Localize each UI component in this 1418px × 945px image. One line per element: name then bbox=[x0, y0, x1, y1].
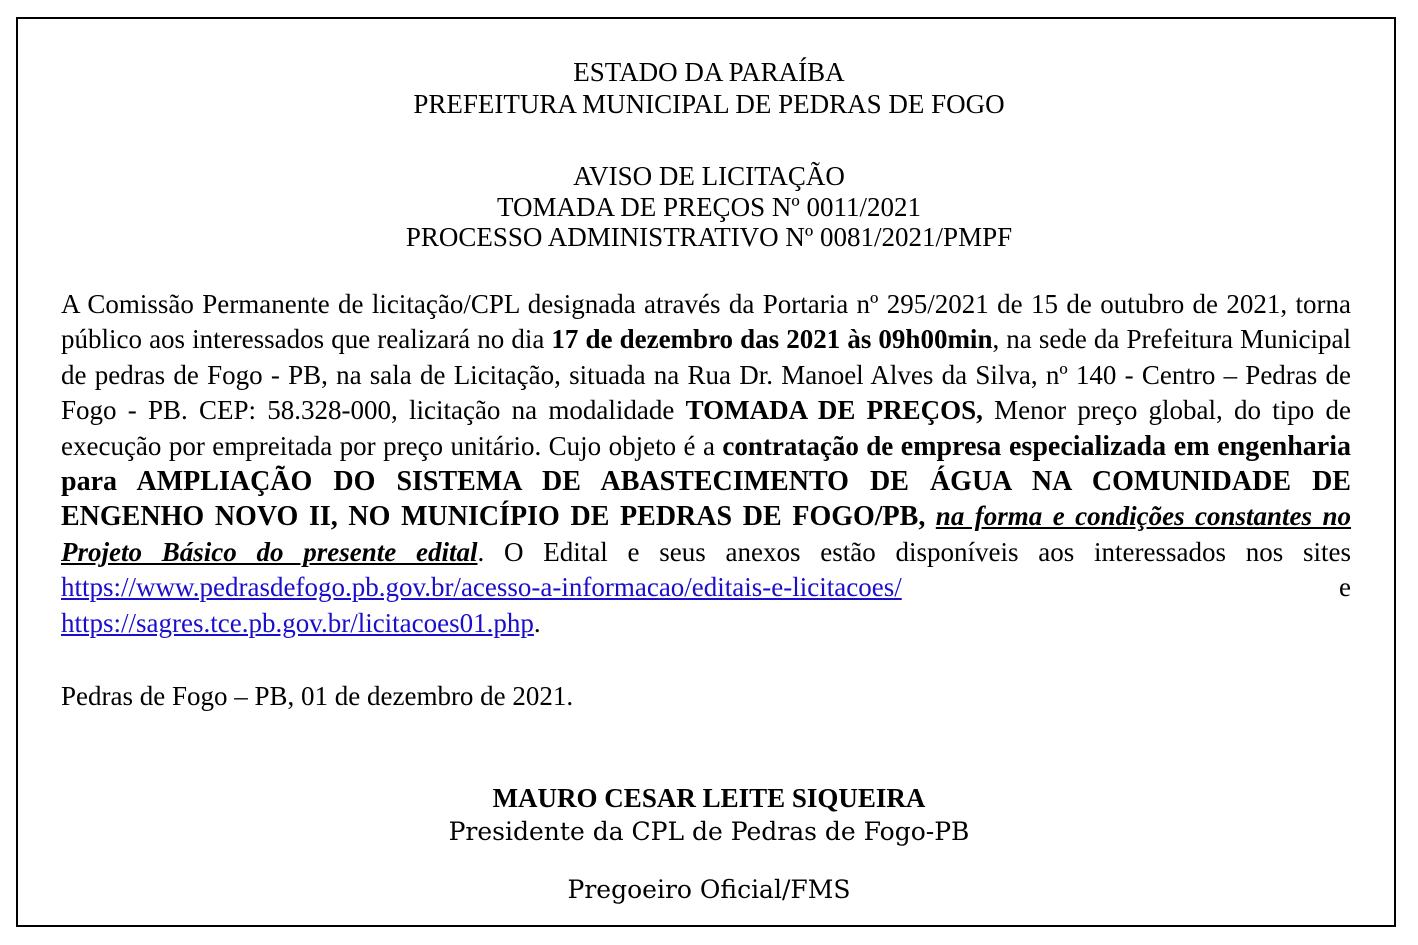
state-line: ESTADO DA PARAÍBA bbox=[573, 57, 845, 87]
conditions-emphasis: na forma e condições constantes no Projeto Básico do presente edital bbox=[61, 501, 1352, 567]
signer-role-secondary: Pregoeiro Oficial/FMS bbox=[567, 875, 851, 904]
body-end: . bbox=[533, 607, 541, 638]
date-place-line: Pedras de Fogo – PB, 01 de dezembro de 2021. bbox=[61, 681, 574, 711]
conjunction: e bbox=[901, 572, 1351, 603]
object-description: empresa especializada em engenharia para AMPLIAÇÃO DO SISTEMA DE ABASTECIMENTO DE ÁGUA NA COMUNIDADE DE ENGENHO NOVO II, NO MUNICÍPIO DE PEDRAS DE FOGO/PB, bbox=[61, 430, 1351, 533]
body-part2: , na sede da Prefeitura Municipal de pedras de Fogo - PB, na sala de Licitação, situada na Rua Dr. Manoel Alves da Silva, nº 140 - Centro – Pedras de Fogo - PB. CEP: 58.328-000, licitação na modalidade bbox=[61, 324, 1352, 426]
document-header bbox=[0, 56, 1418, 120]
tender-number: TOMADA DE PREÇOS Nº 0011/2021 bbox=[497, 192, 921, 222]
municipality-line: PREFEITURA MUNICIPAL DE PEDRAS DE FOGO bbox=[413, 89, 1005, 119]
notice-header bbox=[0, 160, 1418, 252]
notice-body bbox=[61, 287, 1351, 641]
object-lead: contratação de bbox=[722, 430, 894, 461]
municipality-link[interactable]: https://www.pedrasdefogo.pb.gov.br/acesso-a-informacao/editais-e-licitacoes/ bbox=[61, 572, 902, 603]
body-part1: A Comissão Permanente de licitação/CPL designada através da Portaria nº 295/2021 de 15 de outubro de 2021, torna público aos interessados que realizará no dia bbox=[61, 289, 1351, 355]
notice-title: AVISO DE LICITAÇÃO bbox=[573, 161, 845, 191]
session-date: 17 de dezembro das 2021 às 09h00min bbox=[551, 324, 993, 355]
modality: TOMADA DE PREÇOS, bbox=[685, 395, 983, 426]
process-number: PROCESSO ADMINISTRATIVO Nº 0081/2021/PMPF bbox=[405, 222, 1013, 252]
body-part3: Menor preço global, do tipo de execução por empreitada por preço unitário. Cujo objeto é a bbox=[61, 395, 1351, 461]
signer-role: Presidente da CPL de Pedras de Fogo-PB bbox=[448, 817, 970, 846]
signer-name: MAURO CESAR LEITE SIQUEIRA bbox=[492, 783, 926, 813]
body-part4: . O Edital e seus anexos estão disponíveis aos interessados nos sites bbox=[477, 536, 1351, 567]
tce-link[interactable]: https://sagres.tce.pb.gov.br/licitacoes01.php bbox=[61, 607, 534, 638]
